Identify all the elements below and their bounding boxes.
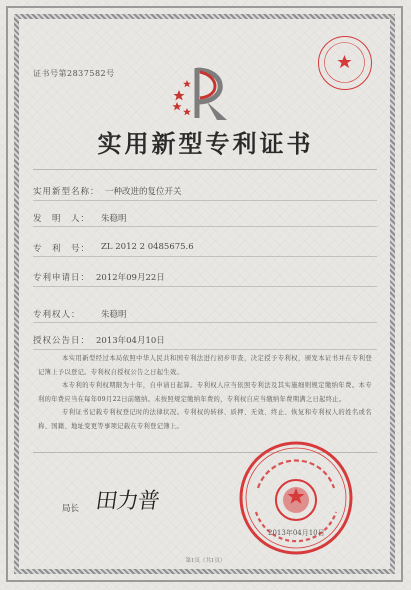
official-seal-icon	[236, 438, 356, 558]
director-label: 局长	[62, 504, 80, 514]
field-divider	[33, 226, 377, 227]
seal-date: 2013年04月10日	[268, 529, 325, 537]
field-divider	[33, 200, 377, 201]
grant-date-label: 授权公告日：	[33, 336, 91, 346]
patent-number-value: ZL 2012 2 0485675.6	[101, 242, 194, 252]
patentee-label: 专利权人：	[33, 310, 81, 320]
field-divider	[33, 322, 377, 323]
certificate-body-text	[38, 352, 372, 433]
patent-office-logo-icon	[167, 62, 237, 122]
field-divider	[33, 349, 377, 350]
utility-model-name-value: 一种改进的复位开关	[105, 187, 182, 197]
director-signature: 田力普	[93, 489, 161, 514]
certificate-title: 实用新型专利证书	[97, 129, 314, 158]
utility-model-name-label: 实用新型名称：	[33, 187, 100, 197]
page-footer: 第1页（共1页）	[185, 558, 226, 564]
body-paragraph-1: 本实用新型经过本局依照中华人民共和国专利法进行初步审查，决定授予专利权，颁发本证书并在专利登记簿上予以登记。专利权自授权公告之日起生效。	[38, 355, 372, 376]
grant-date-value: 2013年04月10日	[96, 336, 165, 346]
field-divider	[33, 256, 377, 257]
patent-number-label: 专 利 号：	[33, 244, 91, 254]
inventor-label: 发 明 人：	[33, 214, 91, 224]
patentee-value: 朱稳明	[101, 310, 127, 320]
certificate-number: 证书号第2837582号	[33, 69, 115, 78]
filing-date-label: 专利申请日：	[33, 273, 91, 283]
inventor-value: 朱稳明	[101, 214, 127, 224]
filing-date-value: 2012年09月22日	[96, 273, 165, 283]
field-divider	[33, 286, 377, 287]
body-paragraph-2: 本专利的专利权期限为十年，自申请日起算。专利权人应当依照专利法及其实施细则规定缴纳年费。本专利的年费应当在每年09月22日前缴纳。未按照规定缴纳年费的，专利权自应当缴纳年费期满之日起终止。	[38, 382, 372, 403]
small-red-stamp	[318, 36, 372, 90]
title-divider	[33, 169, 377, 170]
body-paragraph-3: 专利证书记载专利权登记时的法律状况。专利权的转移、质押、无效、终止、恢复和专利权人的姓名或名称、国籍、地址变更等事项记载在专利登记簿上。	[38, 409, 372, 430]
